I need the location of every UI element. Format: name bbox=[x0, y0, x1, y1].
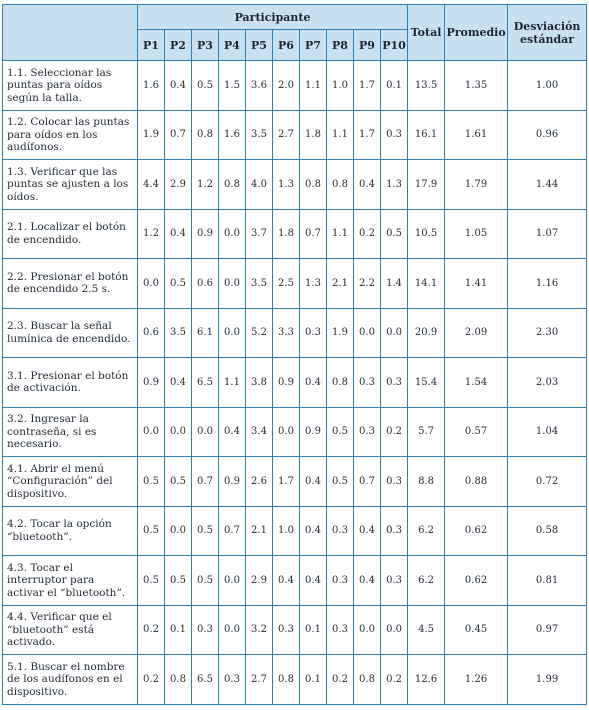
table-row bbox=[3, 160, 587, 210]
participant-time-cell: 0.4 bbox=[300, 506, 327, 556]
participant-time-cell: 0.2 bbox=[381, 655, 408, 705]
average-cell: 1.54 bbox=[445, 358, 508, 408]
participant-time-cell: 0.2 bbox=[138, 655, 165, 705]
total-cell: 12.6 bbox=[408, 655, 445, 705]
total-cell: 10.5 bbox=[408, 209, 445, 259]
table-row bbox=[3, 457, 587, 507]
participant-time-cell: 0.3 bbox=[354, 407, 381, 457]
participant-time-cell: 0.8 bbox=[192, 110, 219, 160]
table-row bbox=[3, 655, 587, 705]
participant-time-cell: 0.7 bbox=[300, 209, 327, 259]
participant-time-cell: 3.8 bbox=[246, 358, 273, 408]
participant-header-p8: P8 bbox=[327, 30, 354, 61]
participant-time-cell: 0.0 bbox=[219, 209, 246, 259]
participant-time-cell: 1.7 bbox=[354, 61, 381, 111]
average-cell: 1.05 bbox=[445, 209, 508, 259]
participant-time-cell: 0.8 bbox=[273, 655, 300, 705]
total-cell: 16.1 bbox=[408, 110, 445, 160]
participant-time-cell: 6.1 bbox=[192, 308, 219, 358]
average-cell: 0.88 bbox=[445, 457, 508, 507]
participant-time-cell: 0.0 bbox=[219, 556, 246, 606]
std-dev-cell: 1.16 bbox=[508, 259, 587, 309]
participant-time-cell: 0.4 bbox=[165, 61, 192, 111]
participant-time-cell: 0.3 bbox=[381, 556, 408, 606]
participant-time-cell: 0.1 bbox=[165, 605, 192, 655]
participant-time-cell: 0.5 bbox=[138, 556, 165, 606]
average-cell: 0.62 bbox=[445, 556, 508, 606]
participant-time-cell: 6.5 bbox=[192, 358, 219, 408]
participant-time-cell: 0.3 bbox=[381, 457, 408, 507]
participant-time-cell: 4.4 bbox=[138, 160, 165, 210]
participant-time-cell: 2.9 bbox=[165, 160, 192, 210]
std-dev-cell: 0.72 bbox=[508, 457, 587, 507]
std-dev-cell: 1.07 bbox=[508, 209, 587, 259]
participant-time-cell: 1.5 bbox=[219, 61, 246, 111]
participant-time-cell: 0.3 bbox=[381, 506, 408, 556]
participant-time-cell: 2.2 bbox=[354, 259, 381, 309]
participant-time-cell: 1.3 bbox=[381, 160, 408, 210]
participant-time-cell: 0.5 bbox=[327, 457, 354, 507]
std-dev-cell: 1.99 bbox=[508, 655, 587, 705]
task-cell: 1.3. Verificar que las puntas se ajusten a los oídos. bbox=[3, 160, 138, 210]
participant-time-cell: 0.5 bbox=[165, 556, 192, 606]
task-cell: 5.1. Buscar el nombre de los audífonos en el dispositivo. bbox=[3, 655, 138, 705]
participant-header-p2: P2 bbox=[165, 30, 192, 61]
participant-time-cell: 1.7 bbox=[273, 457, 300, 507]
participant-time-cell: 0.9 bbox=[273, 358, 300, 408]
participant-time-cell: 1.0 bbox=[327, 61, 354, 111]
table-row bbox=[3, 605, 587, 655]
participant-time-cell: 0.3 bbox=[327, 556, 354, 606]
total-cell: 20.9 bbox=[408, 308, 445, 358]
participant-time-cell: 1.6 bbox=[138, 61, 165, 111]
participant-header-p5: P5 bbox=[246, 30, 273, 61]
participant-time-cell: 2.5 bbox=[273, 259, 300, 309]
participant-time-cell: 2.1 bbox=[246, 506, 273, 556]
participant-time-cell: 0.3 bbox=[273, 605, 300, 655]
participant-time-cell: 0.4 bbox=[273, 556, 300, 606]
participant-time-cell: 2.6 bbox=[246, 457, 273, 507]
participant-time-cell: 0.7 bbox=[219, 506, 246, 556]
participant-time-cell: 0.1 bbox=[300, 655, 327, 705]
task-cell: 4.2. Tocar la opción “bluetooth”. bbox=[3, 506, 138, 556]
participant-time-cell: 2.1 bbox=[327, 259, 354, 309]
participant-time-cell: 1.0 bbox=[273, 506, 300, 556]
std-dev-cell: 1.44 bbox=[508, 160, 587, 210]
participant-time-cell: 0.9 bbox=[192, 209, 219, 259]
average-column-header: Promedio bbox=[445, 5, 508, 61]
participant-time-cell: 1.3 bbox=[300, 259, 327, 309]
participant-time-cell: 0.1 bbox=[381, 61, 408, 111]
table-body bbox=[3, 61, 587, 705]
participant-time-cell: 0.3 bbox=[354, 358, 381, 408]
participant-header-p3: P3 bbox=[192, 30, 219, 61]
task-cell: 2.3. Buscar la señal lumínica de encendido. bbox=[3, 308, 138, 358]
total-cell: 13.5 bbox=[408, 61, 445, 111]
participant-time-cell: 3.6 bbox=[246, 61, 273, 111]
participant-time-cell: 0.7 bbox=[354, 457, 381, 507]
participant-time-cell: 0.5 bbox=[327, 407, 354, 457]
participant-time-cell: 2.7 bbox=[273, 110, 300, 160]
total-cell: 5.7 bbox=[408, 407, 445, 457]
participant-time-cell: 0.4 bbox=[300, 358, 327, 408]
participant-time-cell: 1.9 bbox=[327, 308, 354, 358]
participant-time-cell: 0.2 bbox=[327, 655, 354, 705]
participant-time-cell: 3.4 bbox=[246, 407, 273, 457]
participant-time-cell: 0.0 bbox=[381, 605, 408, 655]
task-cell: 2.2. Presionar el botón de encendido 2.5 s. bbox=[3, 259, 138, 309]
participant-time-cell: 1.2 bbox=[138, 209, 165, 259]
participant-time-cell: 0.3 bbox=[381, 358, 408, 408]
participant-time-cell: 0.5 bbox=[192, 556, 219, 606]
std-dev-cell: 0.58 bbox=[508, 506, 587, 556]
participant-time-cell: 0.4 bbox=[354, 506, 381, 556]
table-row bbox=[3, 407, 587, 457]
participant-time-cell: 0.0 bbox=[165, 407, 192, 457]
participant-time-cell: 0.9 bbox=[138, 358, 165, 408]
participant-time-cell: 0.3 bbox=[300, 308, 327, 358]
participant-time-cell: 3.5 bbox=[246, 110, 273, 160]
task-cell: 4.4. Verificar que el “bluetooth” está activado. bbox=[3, 605, 138, 655]
participant-time-cell: 1.9 bbox=[138, 110, 165, 160]
participant-time-cell: 0.4 bbox=[300, 457, 327, 507]
participant-header-p4: P4 bbox=[219, 30, 246, 61]
std-dev-cell: 2.03 bbox=[508, 358, 587, 408]
participant-time-cell: 6.5 bbox=[192, 655, 219, 705]
participant-time-cell: 1.4 bbox=[381, 259, 408, 309]
total-cell: 14.1 bbox=[408, 259, 445, 309]
average-cell: 1.35 bbox=[445, 61, 508, 111]
participant-header-p1: P1 bbox=[138, 30, 165, 61]
participant-time-cell: 0.0 bbox=[192, 407, 219, 457]
average-cell: 1.26 bbox=[445, 655, 508, 705]
participant-header-p7: P7 bbox=[300, 30, 327, 61]
participant-time-cell: 0.5 bbox=[165, 457, 192, 507]
participant-time-cell: 0.6 bbox=[192, 259, 219, 309]
task-cell: 4.3. Tocar el interruptor para activar el “bluetooth”. bbox=[3, 556, 138, 606]
participant-header-p9: P9 bbox=[354, 30, 381, 61]
participant-time-cell: 0.9 bbox=[219, 457, 246, 507]
participant-time-cell: 1.1 bbox=[219, 358, 246, 408]
participant-time-cell: 0.0 bbox=[138, 407, 165, 457]
participant-time-cell: 0.3 bbox=[381, 110, 408, 160]
table-row bbox=[3, 308, 587, 358]
participant-time-cell: 0.2 bbox=[381, 407, 408, 457]
total-column-header: Total bbox=[408, 5, 445, 61]
average-cell: 0.57 bbox=[445, 407, 508, 457]
average-cell: 0.45 bbox=[445, 605, 508, 655]
participant-time-cell: 0.7 bbox=[165, 110, 192, 160]
average-cell: 1.79 bbox=[445, 160, 508, 210]
table-row bbox=[3, 61, 587, 111]
participant-time-cell: 0.0 bbox=[273, 407, 300, 457]
task-cell: 1.2. Colocar las puntas para oídos en los audífonos. bbox=[3, 110, 138, 160]
participant-time-cell: 0.1 bbox=[300, 605, 327, 655]
participant-time-cell: 0.2 bbox=[354, 209, 381, 259]
participant-time-cell: 0.3 bbox=[327, 506, 354, 556]
total-cell: 17.9 bbox=[408, 160, 445, 210]
average-cell: 0.62 bbox=[445, 506, 508, 556]
participant-time-cell: 0.4 bbox=[354, 556, 381, 606]
std-dev-cell: 0.96 bbox=[508, 110, 587, 160]
participant-time-cell: 0.0 bbox=[354, 308, 381, 358]
participant-time-cell: 1.1 bbox=[327, 110, 354, 160]
table-row bbox=[3, 110, 587, 160]
participant-header-p6: P6 bbox=[273, 30, 300, 61]
participant-time-cell: 1.1 bbox=[300, 61, 327, 111]
participant-time-cell: 0.4 bbox=[165, 358, 192, 408]
std-dev-cell: 1.00 bbox=[508, 61, 587, 111]
participant-time-cell: 0.0 bbox=[354, 605, 381, 655]
std-dev-cell: 0.81 bbox=[508, 556, 587, 606]
task-cell: 1.1. Seleccionar las puntas para oídos según la talla. bbox=[3, 61, 138, 111]
participant-time-cell: 0.4 bbox=[219, 407, 246, 457]
participant-header-p10: P10 bbox=[381, 30, 408, 61]
total-cell: 8.8 bbox=[408, 457, 445, 507]
participant-time-cell: 0.3 bbox=[219, 655, 246, 705]
participant-time-cell: 0.0 bbox=[381, 308, 408, 358]
table-row bbox=[3, 209, 587, 259]
participant-time-cell: 1.8 bbox=[300, 110, 327, 160]
participant-time-cell: 0.4 bbox=[165, 209, 192, 259]
participant-time-cell: 2.9 bbox=[246, 556, 273, 606]
participant-time-cell: 1.6 bbox=[219, 110, 246, 160]
participant-time-cell: 0.0 bbox=[138, 259, 165, 309]
participant-time-cell: 0.8 bbox=[354, 655, 381, 705]
participant-time-cell: 0.5 bbox=[138, 506, 165, 556]
task-cell: 4.1. Abrir el menú “Configuración” del dispositivo. bbox=[3, 457, 138, 507]
participant-time-cell: 0.8 bbox=[327, 160, 354, 210]
participant-time-cell: 0.8 bbox=[165, 655, 192, 705]
participant-time-cell: 0.8 bbox=[327, 358, 354, 408]
participant-time-cell: 3.2 bbox=[246, 605, 273, 655]
participant-time-cell: 0.5 bbox=[165, 259, 192, 309]
std-dev-cell: 1.04 bbox=[508, 407, 587, 457]
std-dev-cell: 0.97 bbox=[508, 605, 587, 655]
participant-time-cell: 5.2 bbox=[246, 308, 273, 358]
time-results-table bbox=[2, 4, 587, 705]
participant-time-cell: 0.5 bbox=[381, 209, 408, 259]
participant-time-cell: 0.3 bbox=[192, 605, 219, 655]
total-cell: 4.5 bbox=[408, 605, 445, 655]
participant-time-cell: 0.8 bbox=[300, 160, 327, 210]
participant-time-cell: 1.8 bbox=[273, 209, 300, 259]
participant-time-cell: 0.0 bbox=[219, 259, 246, 309]
participant-time-cell: 0.7 bbox=[192, 457, 219, 507]
participant-time-cell: 1.7 bbox=[354, 110, 381, 160]
table-row bbox=[3, 259, 587, 309]
average-cell: 1.61 bbox=[445, 110, 508, 160]
participant-time-cell: 3.5 bbox=[165, 308, 192, 358]
participant-time-cell: 0.6 bbox=[138, 308, 165, 358]
total-cell: 15.4 bbox=[408, 358, 445, 408]
participant-time-cell: 0.8 bbox=[219, 160, 246, 210]
participant-time-cell: 0.2 bbox=[138, 605, 165, 655]
task-column-header bbox=[3, 5, 138, 61]
std-dev-cell: 2.30 bbox=[508, 308, 587, 358]
table-row bbox=[3, 506, 587, 556]
participant-time-cell: 3.7 bbox=[246, 209, 273, 259]
task-cell: 3.1. Presionar el botón de activación. bbox=[3, 358, 138, 408]
total-cell: 6.2 bbox=[408, 506, 445, 556]
participant-time-cell: 1.2 bbox=[192, 160, 219, 210]
table-row bbox=[3, 358, 587, 408]
participant-time-cell: 4.0 bbox=[246, 160, 273, 210]
participant-time-cell: 0.0 bbox=[219, 308, 246, 358]
participant-time-cell: 0.0 bbox=[165, 506, 192, 556]
participant-group-header: Participante bbox=[138, 5, 408, 30]
participant-time-cell: 0.4 bbox=[354, 160, 381, 210]
average-cell: 1.41 bbox=[445, 259, 508, 309]
participant-time-cell: 0.3 bbox=[327, 605, 354, 655]
participant-time-cell: 0.0 bbox=[219, 605, 246, 655]
participant-time-cell: 2.7 bbox=[246, 655, 273, 705]
participant-time-cell: 0.5 bbox=[138, 457, 165, 507]
table-row bbox=[3, 556, 587, 606]
participant-time-cell: 0.9 bbox=[300, 407, 327, 457]
participant-time-cell: 2.0 bbox=[273, 61, 300, 111]
task-cell: 3.2. Ingresar la contraseña, si es necesario. bbox=[3, 407, 138, 457]
std-dev-column-header: Desviación estándar bbox=[508, 5, 587, 61]
participant-time-cell: 0.5 bbox=[192, 506, 219, 556]
participant-time-cell: 0.5 bbox=[192, 61, 219, 111]
table-header bbox=[3, 5, 587, 61]
participant-time-cell: 0.4 bbox=[300, 556, 327, 606]
participant-time-cell: 1.1 bbox=[327, 209, 354, 259]
average-cell: 2.09 bbox=[445, 308, 508, 358]
task-cell: 2.1. Localizar el botón de encendido. bbox=[3, 209, 138, 259]
participant-time-cell: 3.5 bbox=[246, 259, 273, 309]
participant-time-cell: 3.3 bbox=[273, 308, 300, 358]
total-cell: 6.2 bbox=[408, 556, 445, 606]
participant-time-cell: 1.3 bbox=[273, 160, 300, 210]
